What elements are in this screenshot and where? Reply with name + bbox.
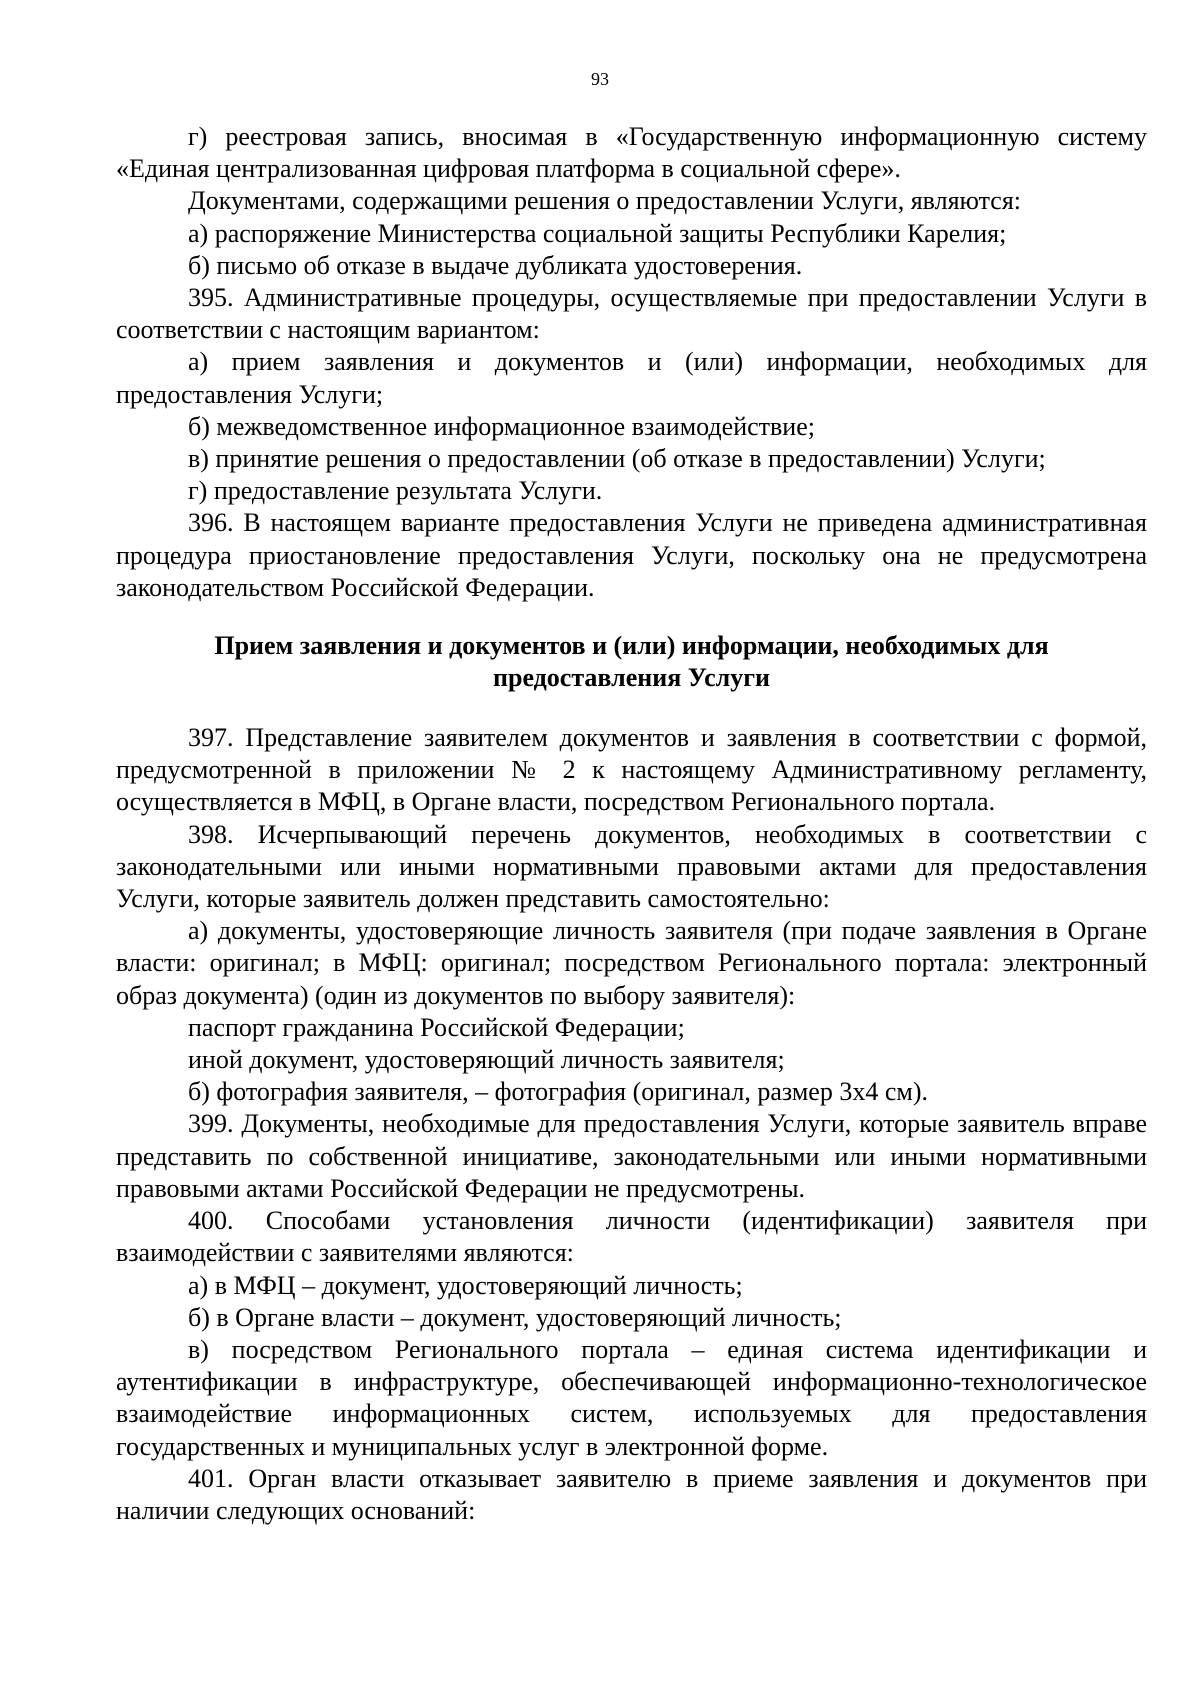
paragraph: 395. Административные процедуры, осуществляемые при предоставлении Услуги в соответствии с настоящим вариантом: xyxy=(116,283,1147,345)
section-heading: Прием заявления и документов и (или) информации, необходимых для предоставления Услуги xyxy=(214,631,1049,693)
list-item: паспорт гражданина Российской Федерации; xyxy=(188,1012,685,1042)
list-item: иной документ, удостоверяющий личность заявителя; xyxy=(188,1045,785,1075)
list-item: в) посредством Регионального портала – единая система идентификации и аутентификации в инфраструктуре, обеспечивающей информационно-технологическое взаимодействие информационных систем, используемых для предоставления государственных и муниципальных услуг в электронной форме. xyxy=(116,1334,1147,1461)
document-body xyxy=(116,121,1147,1527)
list-item: а) в МФЦ – документ, удостоверяющий личность; xyxy=(188,1270,743,1300)
list-item: б) в Органе власти – документ, удостоверяющий личность; xyxy=(188,1302,842,1332)
paragraph: 399. Документы, необходимые для предоставления Услуги, которые заявитель вправе представить по собственной инициативе, законодательными или иными нормативными правовыми актами Российской Федерации не предусмотрены. xyxy=(116,1109,1147,1203)
list-item: б) межведомственное информационное взаимодействие; xyxy=(188,411,815,441)
paragraph: Документами, содержащими решения о предоставлении Услуги, являются: xyxy=(188,186,1022,216)
list-item: а) документы, удостоверяющие личность заявителя (при подаче заявления в Органе власти: оригинал; в МФЦ: оригинал; посредством Регионального портала: электронный образ документа) (один из документов по выбору заявителя): xyxy=(116,916,1147,1010)
page-number: 93 xyxy=(591,69,609,89)
list-item: б) фотография заявителя, – фотография (оригинал, размер 3х4 см). xyxy=(188,1077,928,1107)
paragraph: 398. Исчерпывающий перечень документов, необходимых в соответствии с законодательными или иными нормативными правовыми актами для предоставления Услуги, которые заявитель должен представить самостоятельно: xyxy=(116,819,1147,914)
paragraph: 401. Орган власти отказывает заявителю в приеме заявления и документов при наличии следующих оснований: xyxy=(116,1463,1147,1525)
list-item: а) прием заявления и документов и (или) информации, необходимых для предоставления Услуги; xyxy=(116,347,1147,409)
list-item: б) письмо об отказе в выдаче дубликата удостоверения. xyxy=(188,250,803,280)
paragraph: 400. Способами установления личности (идентификации) заявителя при взаимодействии с заявителями являются: xyxy=(116,1206,1147,1268)
paragraph: 397. Представление заявителем документов и заявления в соответствии с формой, предусмотренной в приложении № 2 к настоящему Административному регламенту, осуществляется в МФЦ, в Органе власти, посредством Регионального портала. xyxy=(116,723,1147,817)
list-item: в) принятие решения о предоставлении (об отказе в предоставлении) Услуги; xyxy=(188,444,1046,474)
list-item: г) предоставление результата Услуги. xyxy=(188,476,603,506)
paragraph: г) реестровая запись, вносимая в «Государственную информационную систему «Единая централизованная цифровая платформа в социальной сфере». xyxy=(116,122,1147,184)
paragraph: 396. В настоящем варианте предоставления Услуги не приведена административная процедура приостановление предоставления Услуги, поскольку она не предусмотрена законодательством Российской Федерации. xyxy=(116,508,1147,602)
list-item: а) распоряжение Министерства социальной защиты Республики Карелия; xyxy=(188,218,1007,248)
